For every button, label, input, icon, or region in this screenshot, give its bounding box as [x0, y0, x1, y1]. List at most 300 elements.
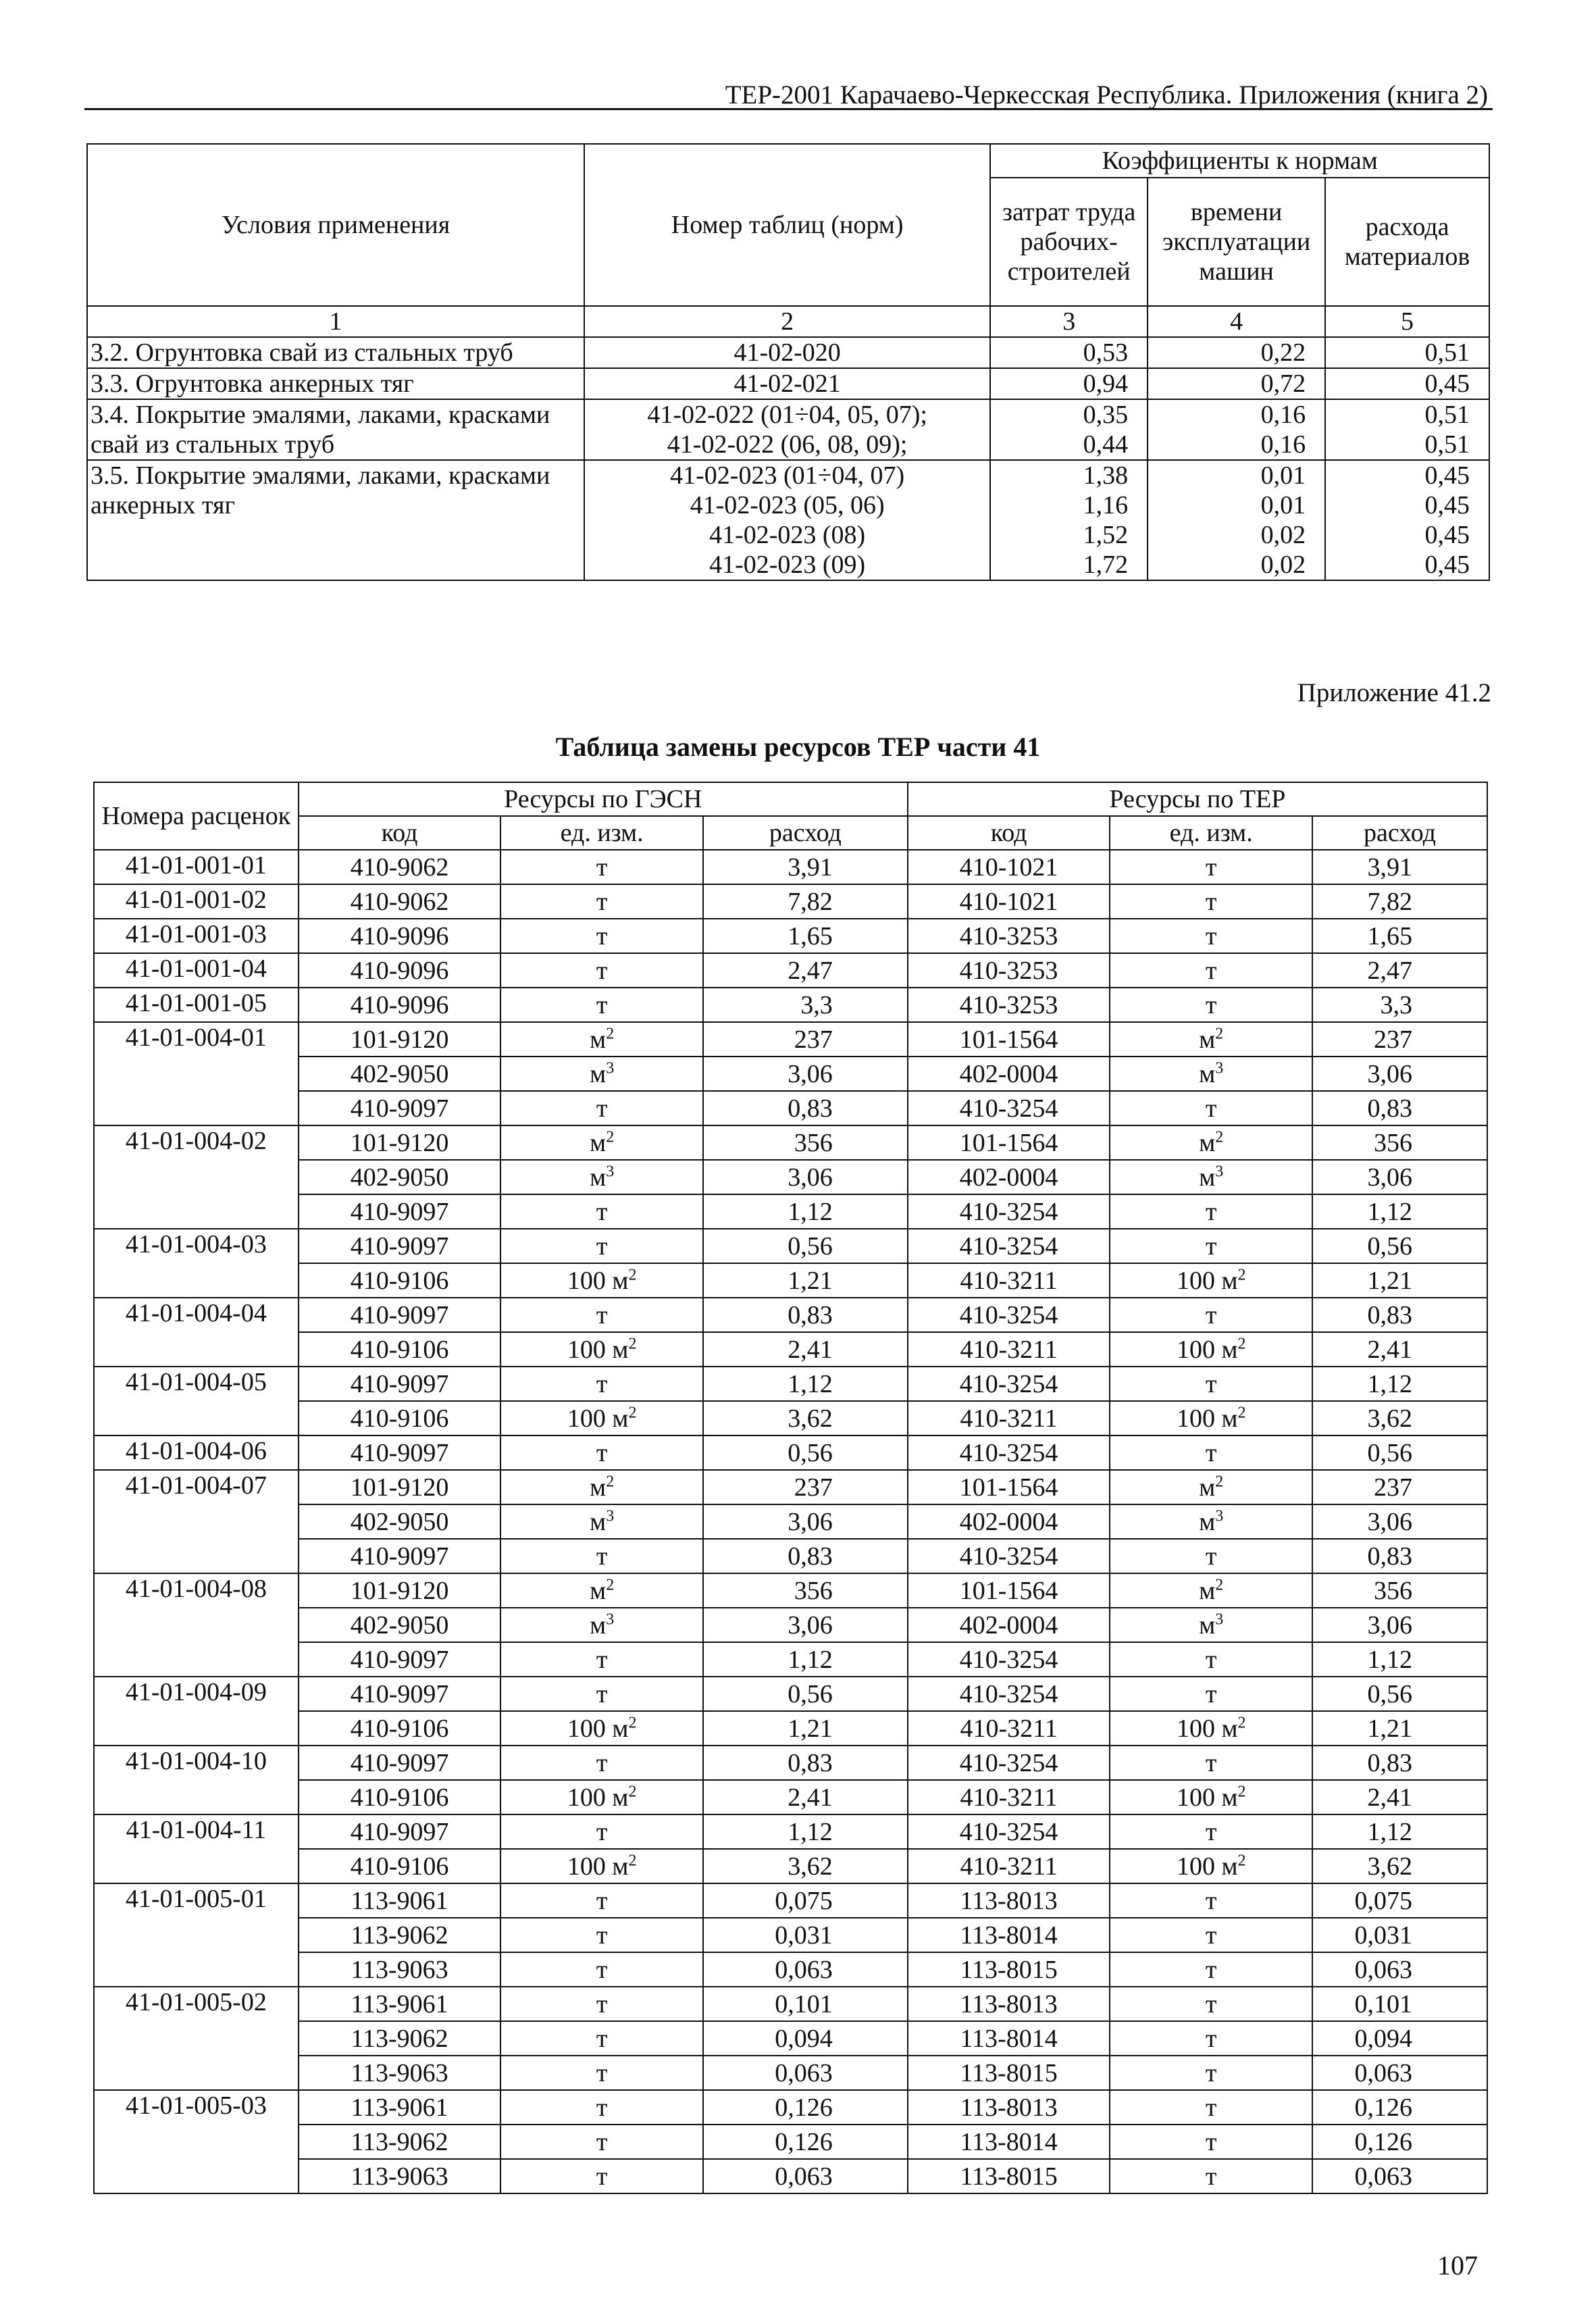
gesn-unit-cell: т — [500, 988, 703, 1022]
ter-consumption-cell: 0,101 — [1312, 1987, 1487, 2021]
rate-number-cell: 41-01-004-04 — [94, 1298, 299, 1367]
table-row — [94, 2056, 1487, 2090]
ter-code-cell: 410-3211 — [908, 1263, 1110, 1298]
header-gesn-consumption: расход — [703, 816, 908, 850]
ter-code-cell: 410-3254 — [908, 1091, 1110, 1125]
ter-consumption-cell: 1,65 — [1312, 919, 1487, 953]
ter-code-cell: 113-8013 — [908, 1987, 1110, 2021]
coef-row — [87, 337, 1489, 368]
ter-unit-cell: т — [1110, 1435, 1312, 1470]
ter-consumption-cell: 1,21 — [1312, 1711, 1487, 1746]
table-row — [94, 2159, 1487, 2193]
ter-consumption-cell: 0,094 — [1312, 2021, 1487, 2056]
ter-code-cell: 410-3254 — [908, 1435, 1110, 1470]
table-row — [94, 1504, 1487, 1539]
table-row — [94, 1091, 1487, 1125]
ter-code-cell: 410-3254 — [908, 1367, 1110, 1401]
ter-code-cell: 402-0004 — [908, 1057, 1110, 1091]
table-row — [94, 988, 1487, 1022]
unit-exponent: 2 — [606, 1575, 615, 1594]
rate-number-cell: 41-01-004-09 — [94, 1677, 299, 1746]
gesn-code-cell: 402-9050 — [299, 1057, 501, 1091]
gesn-consumption-cell: 2,41 — [703, 1780, 908, 1814]
gesn-code-cell: 410-9097 — [299, 1298, 501, 1332]
coefficients-table — [86, 143, 1490, 581]
table-row — [94, 1263, 1487, 1298]
table-row — [94, 1332, 1487, 1367]
gesn-consumption-cell: 237 — [703, 1022, 908, 1057]
ter-code-cell: 410-3254 — [908, 1677, 1110, 1711]
ter-consumption-cell: 3,06 — [1312, 1608, 1487, 1642]
ter-unit-cell: $м^3$ — [1110, 1608, 1312, 1642]
rate-number-cell: 41-01-004-03 — [94, 1229, 299, 1298]
gesn-code-cell: 410-9096 — [299, 953, 501, 988]
ter-code-cell: 410-3254 — [908, 1642, 1110, 1677]
rate-number-cell: 41-01-004-10 — [94, 1746, 299, 1814]
ter-unit-cell: т — [1110, 884, 1312, 919]
rate-number-cell: 41-01-004-11 — [94, 1814, 299, 1883]
gesn-consumption-cell: 1,21 — [703, 1263, 908, 1298]
table-row — [94, 953, 1487, 988]
gesn-unit-cell: т — [500, 2125, 703, 2159]
rate-number-cell: 41-01-004-07 — [94, 1470, 299, 1573]
material-coef-cell: 0,51 — [1325, 399, 1489, 430]
material-coef-cell: 0,51 — [1325, 337, 1489, 368]
header-gesn: Ресурсы по ГЭСН — [299, 782, 908, 816]
gesn-consumption-cell: 3,3 — [703, 988, 908, 1022]
header-rule — [84, 108, 1493, 110]
ter-unit-cell: 100 $м^2$ — [1110, 1780, 1312, 1814]
gesn-code-cell: 113-9061 — [299, 1883, 501, 1918]
table-number-cell: 41-02-021 — [584, 368, 990, 399]
ter-consumption-cell: 356 — [1312, 1125, 1487, 1160]
machine-coef-cell: 0,72 — [1148, 368, 1325, 399]
header-coefficients: Коэффициенты к нормам — [990, 144, 1489, 178]
machine-coef-cell: 0,16 — [1148, 430, 1325, 460]
gesn-code-cell: 113-9062 — [299, 2125, 501, 2159]
rate-number-cell: 41-01-001-02 — [94, 884, 299, 919]
ter-unit-cell: т — [1110, 1987, 1312, 2021]
unit-exponent: 3 — [1215, 1162, 1224, 1180]
ter-code-cell: 410-3211 — [908, 1780, 1110, 1814]
gesn-unit-cell: т — [500, 1298, 703, 1332]
ter-unit-cell: $м^3$ — [1110, 1057, 1312, 1091]
ter-unit-cell: 100 $м^2$ — [1110, 1401, 1312, 1435]
unit-exponent: 3 — [606, 1059, 615, 1077]
gesn-unit-cell: т — [500, 1814, 703, 1849]
gesn-code-cell: 402-9050 — [299, 1608, 501, 1642]
header-ter-unit: ед. изм. — [1110, 816, 1312, 850]
gesn-consumption-cell: 0,075 — [703, 1883, 908, 1918]
gesn-code-cell: 410-9097 — [299, 1814, 501, 1849]
gesn-code-cell: 410-9097 — [299, 1194, 501, 1229]
ter-code-cell: 101-1564 — [908, 1022, 1110, 1057]
ter-code-cell: 113-8014 — [908, 2021, 1110, 2056]
gesn-consumption-cell: 1,12 — [703, 1814, 908, 1849]
gesn-code-cell: 410-9097 — [299, 1642, 501, 1677]
gesn-unit-cell: 100 $м^2$ — [500, 1711, 703, 1746]
ter-consumption-cell: 1,12 — [1312, 1367, 1487, 1401]
gesn-consumption-cell: 0,83 — [703, 1746, 908, 1780]
condition-cell: 3.3. Огрунтовка анкерных тяг — [87, 368, 584, 399]
rate-number-cell: 41-01-001-04 — [94, 953, 299, 988]
gesn-consumption-cell: 0,063 — [703, 2056, 908, 2090]
ter-code-cell: 410-3253 — [908, 988, 1110, 1022]
gesn-consumption-cell: 0,56 — [703, 1435, 908, 1470]
gesn-consumption-cell: 0,094 — [703, 2021, 908, 2056]
labor-coef-cell: 0,53 — [990, 337, 1148, 368]
header-table-numbers: Номер таблиц (норм) — [584, 144, 990, 306]
ter-consumption-cell: 0,063 — [1312, 2056, 1487, 2090]
column-number: 5 — [1325, 306, 1489, 337]
ter-code-cell: 410-3254 — [908, 1194, 1110, 1229]
ter-unit-cell: т — [1110, 2159, 1312, 2193]
gesn-code-cell: 410-9097 — [299, 1435, 501, 1470]
gesn-code-cell: 410-9096 — [299, 988, 501, 1022]
gesn-consumption-cell: 2,47 — [703, 953, 908, 988]
table-row — [94, 1780, 1487, 1814]
unit-exponent: 2 — [1215, 1575, 1224, 1594]
condition-cell: 3.5. Покрытие эмалями, лаками, красками анкерных тяг — [87, 460, 584, 580]
table-row — [94, 1125, 1487, 1160]
gesn-unit-cell: $м^3$ — [500, 1504, 703, 1539]
gesn-unit-cell: 100 $м^2$ — [500, 1263, 703, 1298]
gesn-code-cell: 402-9050 — [299, 1504, 501, 1539]
running-header: ТЕР-2001 Карачаево-Черкесская Республика. Приложения (книга 2) — [725, 80, 1488, 109]
rate-number-cell: 41-01-004-02 — [94, 1125, 299, 1229]
ter-consumption-cell: 3,62 — [1312, 1401, 1487, 1435]
column-number: 3 — [990, 306, 1148, 337]
gesn-consumption-cell: 0,031 — [703, 1918, 908, 1952]
ter-consumption-cell: 2,41 — [1312, 1332, 1487, 1367]
header-machines: времени эксплуатации машин — [1148, 178, 1325, 306]
gesn-code-cell: 113-9063 — [299, 2159, 501, 2193]
gesn-unit-cell: т — [500, 850, 703, 884]
gesn-consumption-cell: 1,12 — [703, 1642, 908, 1677]
table-row — [94, 1367, 1487, 1401]
table-row — [94, 850, 1487, 884]
ter-consumption-cell: 0,56 — [1312, 1229, 1487, 1263]
table-row — [94, 1573, 1487, 1608]
material-coef-cell: 0,51 — [1325, 430, 1489, 460]
ter-consumption-cell: 356 — [1312, 1573, 1487, 1608]
ter-consumption-cell: 3,06 — [1312, 1160, 1487, 1194]
ter-code-cell: 410-3211 — [908, 1332, 1110, 1367]
gesn-code-cell: 410-9062 — [299, 884, 501, 919]
table-row — [94, 1883, 1487, 1918]
gesn-code-cell: 410-9097 — [299, 1367, 501, 1401]
table-row — [94, 1918, 1487, 1952]
gesn-unit-cell: т — [500, 1194, 703, 1229]
ter-code-cell: 410-1021 — [908, 884, 1110, 919]
unit-exponent: 3 — [1215, 1059, 1224, 1077]
ter-code-cell: 410-3254 — [908, 1539, 1110, 1573]
header-gesn-unit: ед. изм. — [500, 816, 703, 850]
gesn-consumption-cell: 1,12 — [703, 1194, 908, 1229]
ter-unit-cell: т — [1110, 2021, 1312, 2056]
gesn-code-cell: 410-9097 — [299, 1677, 501, 1711]
unit-exponent: 3 — [606, 1506, 615, 1525]
table-row — [94, 1746, 1487, 1780]
ter-code-cell: 410-3254 — [908, 1746, 1110, 1780]
condition-cell: 3.2. Огрунтовка свай из стальных труб — [87, 337, 584, 368]
table-number-cell: 41-02-023 (01÷04, 07) — [584, 460, 990, 490]
unit-exponent: 2 — [628, 1713, 637, 1731]
ter-code-cell: 410-3254 — [908, 1229, 1110, 1263]
machine-coef-cell: 0,02 — [1148, 520, 1325, 550]
gesn-unit-cell: т — [500, 1746, 703, 1780]
gesn-code-cell: 410-9097 — [299, 1091, 501, 1125]
table-row — [94, 1814, 1487, 1849]
gesn-consumption-cell: 3,62 — [703, 1401, 908, 1435]
ter-consumption-cell: 3,3 — [1312, 988, 1487, 1022]
gesn-code-cell: 101-9120 — [299, 1022, 501, 1057]
table-row — [94, 1642, 1487, 1677]
ter-code-cell: 113-8015 — [908, 2056, 1110, 2090]
gesn-unit-cell: т — [500, 1987, 703, 2021]
ter-code-cell: 402-0004 — [908, 1608, 1110, 1642]
ter-consumption-cell: 237 — [1312, 1022, 1487, 1057]
table-row — [94, 1952, 1487, 1987]
ter-unit-cell: т — [1110, 1367, 1312, 1401]
appendix-label: Приложение 41.2 — [1297, 678, 1491, 707]
gesn-unit-cell: $м^3$ — [500, 1160, 703, 1194]
gesn-consumption-cell: 0,126 — [703, 2125, 908, 2159]
gesn-code-cell: 113-9063 — [299, 2056, 501, 2090]
ter-unit-cell: т — [1110, 1918, 1312, 1952]
gesn-consumption-cell: 3,91 — [703, 850, 908, 884]
gesn-unit-cell: $м^2$ — [500, 1573, 703, 1608]
gesn-code-cell: 113-9062 — [299, 2021, 501, 2056]
table-number-cell: 41-02-023 (05, 06) — [584, 490, 990, 520]
ter-consumption-cell: 0,031 — [1312, 1918, 1487, 1952]
table-row — [94, 1711, 1487, 1746]
ter-consumption-cell: 0,83 — [1312, 1091, 1487, 1125]
gesn-code-cell: 410-9097 — [299, 1229, 501, 1263]
gesn-code-cell: 410-9106 — [299, 1263, 501, 1298]
material-coef-cell: 0,45 — [1325, 550, 1489, 580]
ter-consumption-cell: 3,06 — [1312, 1504, 1487, 1539]
gesn-unit-cell: $м^3$ — [500, 1057, 703, 1091]
gesn-consumption-cell: 2,41 — [703, 1332, 908, 1367]
gesn-code-cell: 402-9050 — [299, 1160, 501, 1194]
gesn-unit-cell: 100 $м^2$ — [500, 1401, 703, 1435]
table-row — [94, 1298, 1487, 1332]
gesn-unit-cell: т — [500, 1435, 703, 1470]
ter-unit-cell: т — [1110, 919, 1312, 953]
ter-unit-cell: т — [1110, 2125, 1312, 2159]
ter-unit-cell: т — [1110, 1746, 1312, 1780]
ter-consumption-cell: 0,56 — [1312, 1677, 1487, 1711]
gesn-unit-cell: 100 $м^2$ — [500, 1780, 703, 1814]
ter-consumption-cell: 2,47 — [1312, 953, 1487, 988]
ter-code-cell: 410-3254 — [908, 1814, 1110, 1849]
table-row — [94, 1160, 1487, 1194]
gesn-consumption-cell: 356 — [703, 1125, 908, 1160]
ter-consumption-cell: 0,83 — [1312, 1746, 1487, 1780]
gesn-unit-cell: т — [500, 1367, 703, 1401]
ter-unit-cell: $м^2$ — [1110, 1470, 1312, 1504]
rate-number-cell: 41-01-004-01 — [94, 1022, 299, 1125]
table-row — [94, 1470, 1487, 1504]
ter-unit-cell: т — [1110, 953, 1312, 988]
ter-unit-cell: $м^2$ — [1110, 1125, 1312, 1160]
gesn-consumption-cell: 1,21 — [703, 1711, 908, 1746]
ter-code-cell: 410-3211 — [908, 1401, 1110, 1435]
ter-consumption-cell: 237 — [1312, 1470, 1487, 1504]
rate-number-cell: 41-01-004-06 — [94, 1435, 299, 1470]
ter-consumption-cell: 2,41 — [1312, 1780, 1487, 1814]
gesn-unit-cell: $м^2$ — [500, 1470, 703, 1504]
column-numbers-row — [87, 306, 1489, 337]
ter-unit-cell: $м^2$ — [1110, 1573, 1312, 1608]
gesn-unit-cell: т — [500, 1539, 703, 1573]
labor-coef-cell: 0,44 — [990, 430, 1148, 460]
ter-unit-cell: т — [1110, 988, 1312, 1022]
ter-code-cell: 113-8015 — [908, 1952, 1110, 1987]
labor-coef-cell: 0,94 — [990, 368, 1148, 399]
ter-code-cell: 113-8013 — [908, 2090, 1110, 2125]
gesn-unit-cell: т — [500, 1883, 703, 1918]
table-number-cell: 41-02-023 (09) — [584, 550, 990, 580]
unit-exponent: 2 — [628, 1782, 637, 1800]
table-row — [94, 1401, 1487, 1435]
condition-cell: 3.4. Покрытие эмалями, лаками, красками свай из стальных труб — [87, 399, 584, 460]
ter-code-cell: 101-1564 — [908, 1470, 1110, 1504]
gesn-consumption-cell: 0,101 — [703, 1987, 908, 2021]
page-number: 107 — [1437, 2250, 1478, 2281]
machine-coef-cell: 0,22 — [1148, 337, 1325, 368]
gesn-consumption-cell: 0,83 — [703, 1091, 908, 1125]
header-ter-code: код — [908, 816, 1110, 850]
ter-consumption-cell: 0,063 — [1312, 2159, 1487, 2193]
gesn-unit-cell: $м^3$ — [500, 1608, 703, 1642]
ter-code-cell: 113-8015 — [908, 2159, 1110, 2193]
gesn-consumption-cell: 0,56 — [703, 1229, 908, 1263]
ter-consumption-cell: 1,12 — [1312, 1194, 1487, 1229]
table-title: Таблица замены ресурсов ТЕР части 41 — [555, 732, 1041, 762]
gesn-unit-cell: т — [500, 2056, 703, 2090]
ter-unit-cell: 100 $м^2$ — [1110, 1711, 1312, 1746]
unit-exponent: 2 — [1215, 1127, 1224, 1146]
labor-coef-cell: 1,52 — [990, 520, 1148, 550]
gesn-unit-cell: $м^2$ — [500, 1022, 703, 1057]
unit-exponent: 2 — [1237, 1403, 1246, 1421]
coef-row — [87, 399, 1489, 430]
gesn-code-cell: 410-9106 — [299, 1332, 501, 1367]
ter-consumption-cell: 0,063 — [1312, 1952, 1487, 1987]
gesn-unit-cell: 100 $м^2$ — [500, 1849, 703, 1883]
ter-code-cell: 402-0004 — [908, 1160, 1110, 1194]
unit-exponent: 2 — [1237, 1851, 1246, 1869]
ter-consumption-cell: 0,126 — [1312, 2090, 1487, 2125]
gesn-unit-cell: т — [500, 919, 703, 953]
unit-exponent: 2 — [1237, 1713, 1246, 1731]
unit-exponent: 2 — [628, 1265, 637, 1283]
unit-exponent: 3 — [1215, 1610, 1224, 1628]
table-row — [94, 1194, 1487, 1229]
header-conditions: Условия применения — [87, 144, 584, 306]
gesn-code-cell: 410-9106 — [299, 1849, 501, 1883]
header-materials: расхода материалов — [1325, 178, 1489, 306]
gesn-consumption-cell: 356 — [703, 1573, 908, 1608]
table-number-cell: 41-02-023 (08) — [584, 520, 990, 550]
ter-code-cell: 410-3253 — [908, 919, 1110, 953]
gesn-consumption-cell: 237 — [703, 1470, 908, 1504]
ter-unit-cell: 100 $м^2$ — [1110, 1263, 1312, 1298]
table-row — [94, 2125, 1487, 2159]
gesn-code-cell: 410-9096 — [299, 919, 501, 953]
gesn-consumption-cell: 1,65 — [703, 919, 908, 953]
column-number: 4 — [1148, 306, 1325, 337]
ter-unit-cell: 100 $м^2$ — [1110, 1849, 1312, 1883]
material-coef-cell: 0,45 — [1325, 368, 1489, 399]
machine-coef-cell: 0,02 — [1148, 550, 1325, 580]
column-number: 2 — [584, 306, 990, 337]
ter-unit-cell: т — [1110, 1229, 1312, 1263]
ter-consumption-cell: 7,82 — [1312, 884, 1487, 919]
coefficients-body — [87, 337, 1489, 580]
ter-code-cell: 113-8013 — [908, 1883, 1110, 1918]
table-row — [94, 1229, 1487, 1263]
unit-exponent: 3 — [606, 1610, 615, 1628]
ter-unit-cell: т — [1110, 1677, 1312, 1711]
ter-code-cell: 113-8014 — [908, 2125, 1110, 2159]
rate-number-cell: 41-01-001-05 — [94, 988, 299, 1022]
gesn-unit-cell: т — [500, 1091, 703, 1125]
ter-unit-cell: 100 $м^2$ — [1110, 1332, 1312, 1367]
ter-unit-cell: т — [1110, 1952, 1312, 1987]
gesn-unit-cell: т — [500, 2090, 703, 2125]
table-number-cell: 41-02-020 — [584, 337, 990, 368]
ter-consumption-cell: 1,21 — [1312, 1263, 1487, 1298]
gesn-consumption-cell: 3,62 — [703, 1849, 908, 1883]
header-rate-numbers: Номера расценок — [94, 782, 299, 850]
ter-consumption-cell: 3,06 — [1312, 1057, 1487, 1091]
gesn-consumption-cell: 3,06 — [703, 1608, 908, 1642]
table-row — [94, 1057, 1487, 1091]
material-coef-cell: 0,45 — [1325, 490, 1489, 520]
ter-unit-cell: т — [1110, 1883, 1312, 1918]
labor-coef-cell: 1,72 — [990, 550, 1148, 580]
ter-consumption-cell: 0,075 — [1312, 1883, 1487, 1918]
table-row — [94, 884, 1487, 919]
ter-unit-cell: т — [1110, 1298, 1312, 1332]
unit-exponent: 2 — [1237, 1334, 1246, 1352]
column-number: 1 — [87, 306, 584, 337]
labor-coef-cell: 1,16 — [990, 490, 1148, 520]
gesn-consumption-cell: 0,063 — [703, 2159, 908, 2193]
ter-code-cell: 402-0004 — [908, 1504, 1110, 1539]
ter-code-cell: 410-3211 — [908, 1711, 1110, 1746]
machine-coef-cell: 0,01 — [1148, 460, 1325, 490]
rate-number-cell: 41-01-001-01 — [94, 850, 299, 884]
gesn-unit-cell: $м^2$ — [500, 1125, 703, 1160]
unit-exponent: 2 — [1237, 1782, 1246, 1800]
unit-exponent: 2 — [628, 1403, 637, 1421]
gesn-consumption-cell: 3,06 — [703, 1057, 908, 1091]
gesn-consumption-cell: 0,83 — [703, 1298, 908, 1332]
gesn-code-cell: 113-9061 — [299, 2090, 501, 2125]
gesn-unit-cell: т — [500, 953, 703, 988]
gesn-code-cell: 410-9097 — [299, 1539, 501, 1573]
resource-replacement-table — [93, 782, 1488, 2194]
gesn-unit-cell: т — [500, 1677, 703, 1711]
machine-coef-cell: 0,16 — [1148, 399, 1325, 430]
gesn-consumption-cell: 0,063 — [703, 1952, 908, 1987]
rate-number-cell: 41-01-004-05 — [94, 1367, 299, 1435]
table-row — [94, 1849, 1487, 1883]
